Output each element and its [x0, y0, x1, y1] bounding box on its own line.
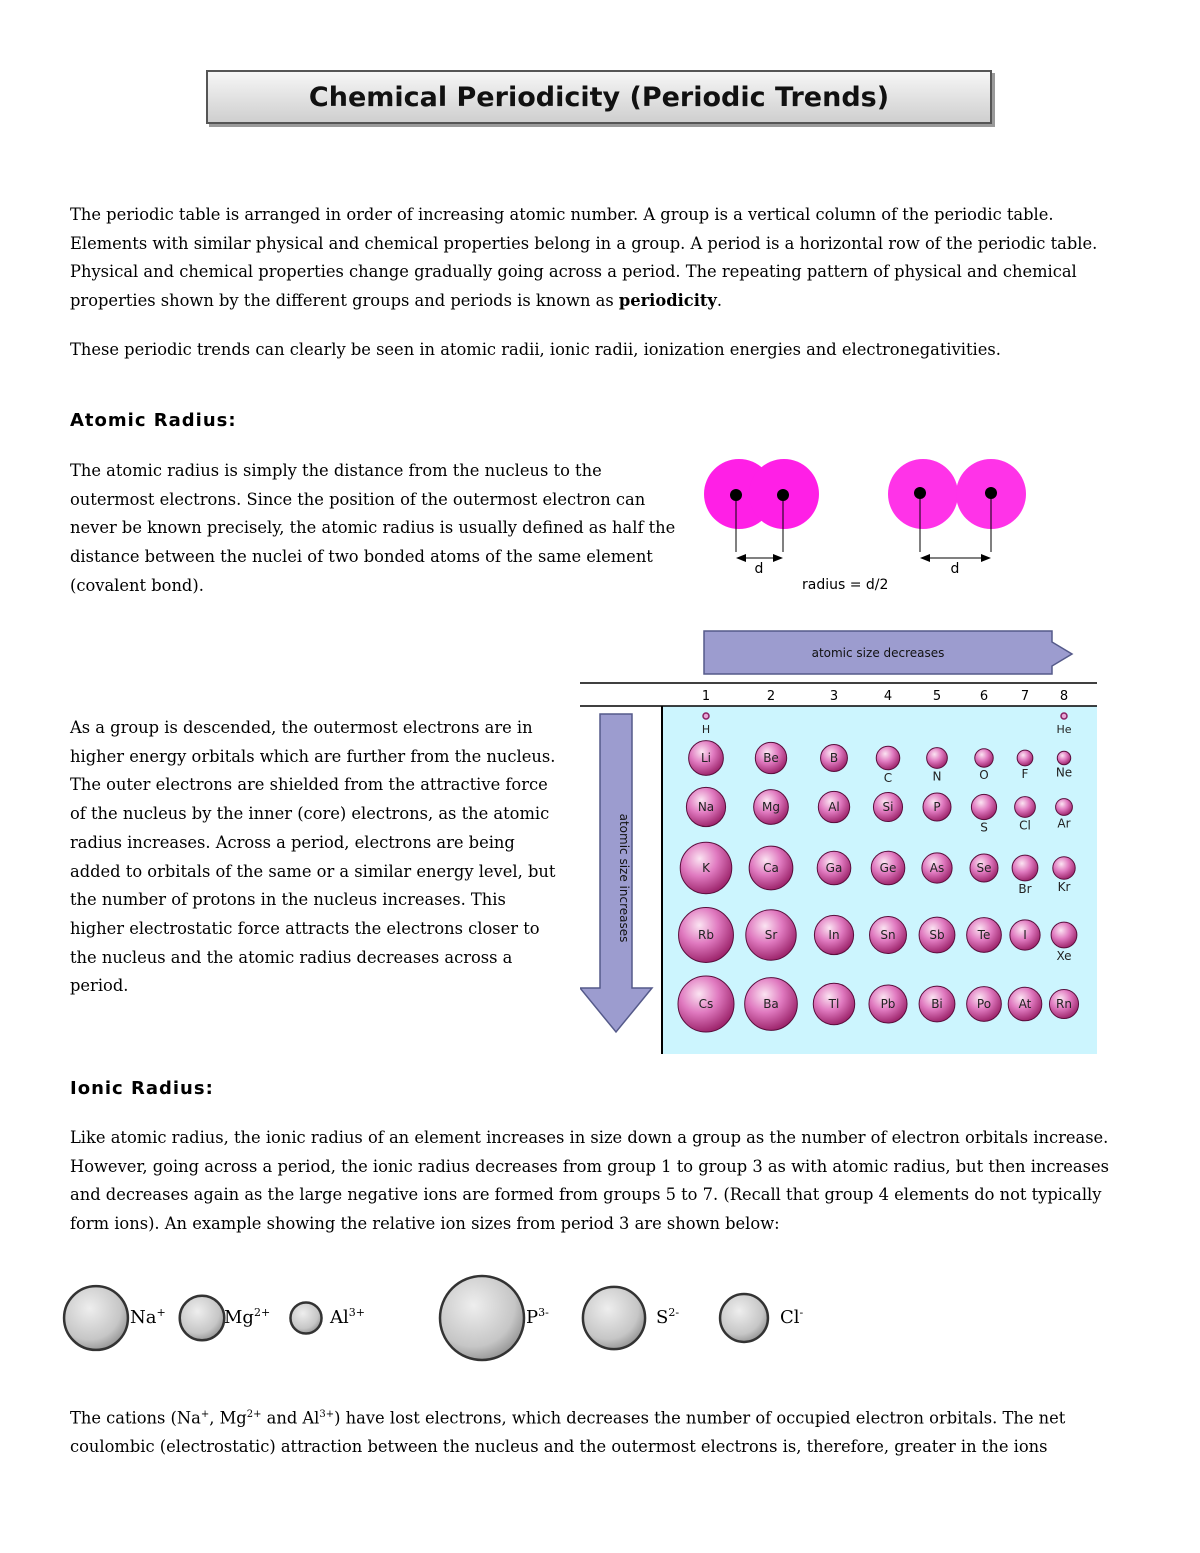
atom-o — [975, 749, 993, 767]
ionic-radius-heading: Ionic Radius: — [70, 1078, 214, 1099]
ion-na — [64, 1286, 128, 1350]
cations-paragraph — [70, 1401, 1134, 1462]
atomic-radius-definition: The atomic radius is simply the distance from the nucleus to the outermost electrons. Since the position of the outermost electron can never be known precisely, the atomic radius is usually defined as half the distance between the nuclei of two bonded atoms of the same element (covalent bond). — [70, 461, 676, 595]
group-label: 2 — [766, 689, 776, 704]
ion-charge: 2+ — [253, 1306, 271, 1319]
ion-p — [440, 1276, 524, 1360]
atom-label: Li — [700, 751, 712, 765]
atom-label: Sb — [929, 928, 945, 942]
ion-al — [290, 1302, 321, 1333]
atom-label: Xe — [1056, 948, 1072, 963]
atom-label: Be — [763, 751, 779, 765]
group-label: 5 — [932, 689, 942, 704]
title-box — [206, 70, 992, 124]
atom-f — [1017, 750, 1033, 766]
cations-text-4: ) have lost electrons, which decreases the number of occupied electron orbitals. The net coulombic (electrostatic) attraction between the nucleus and the outermost electrons is, therefore, greater in the ions — [70, 1408, 1066, 1457]
al-charge: 3+ — [319, 1409, 335, 1420]
ion-symbol: Na — [130, 1307, 157, 1328]
atom-label: He — [1056, 723, 1072, 736]
atom-s — [971, 794, 996, 819]
atom-label: At — [1018, 997, 1032, 1011]
ion-symbol: Cl — [780, 1307, 800, 1328]
atom-label: Te — [977, 928, 991, 942]
ion-label-na — [130, 1306, 166, 1328]
atom-h — [703, 713, 709, 719]
cations-text-1: The cations (Na — [70, 1408, 201, 1428]
ion-label-p — [526, 1306, 549, 1328]
ion-label-mg — [224, 1306, 270, 1328]
arrow-across-label: atomic size decreases — [811, 646, 945, 660]
ion-symbol: Mg — [224, 1307, 254, 1328]
atom-label: Sn — [880, 928, 896, 942]
trends-paragraph: These periodic trends can clearly be seen in atomic radii, ionic radii, ionization energies and electronegativities. — [70, 340, 1001, 359]
ion-charge: + — [156, 1306, 166, 1319]
ion-cl — [720, 1294, 768, 1342]
intro-paragraph — [70, 201, 1130, 316]
atom-label: H — [701, 723, 711, 736]
atom-label: F — [1021, 766, 1029, 781]
atom-label: Po — [976, 997, 992, 1011]
na-charge: + — [200, 1409, 210, 1420]
atom-label: Bi — [931, 997, 943, 1011]
group-trend-paragraph: As a group is descended, the outermost electrons are in higher energy orbitals which are further from the nucleus. The outer electrons are shielded from the attractive force of the nucleus by the inner (core) electrons, as the atomic radius increases. Across a period, electrons are being added to orbitals of the same or a similar energy level, but the number of protons in the nucleus increases. This higher electrostatic force attracts the electrons closer to the nucleus and the atomic radius decreases across a period. — [70, 718, 556, 996]
atom-label: K — [702, 861, 710, 875]
atom-label: Rb — [698, 928, 714, 942]
atom-label: Sr — [764, 928, 778, 942]
cations-text-3: and Al — [261, 1408, 320, 1428]
atom-label: Mg — [762, 800, 780, 814]
d-label-right: d — [950, 561, 960, 577]
atom-label: Pb — [880, 997, 896, 1011]
ion-mg — [180, 1296, 225, 1341]
atom-c — [876, 746, 900, 770]
radius-formula: radius = d/2 — [802, 577, 889, 593]
atom-label: S — [980, 820, 988, 835]
atom-label: I — [1023, 928, 1027, 942]
ion-symbol: P — [526, 1307, 539, 1328]
atom-label: Si — [882, 800, 894, 814]
page-title: Chemical Periodicity (Periodic Trends) — [308, 81, 890, 113]
atom-label: Tl — [828, 997, 840, 1011]
intro-period: . — [716, 291, 723, 311]
arrow-down-label: atomic size increases — [617, 813, 631, 943]
mg-charge: 2+ — [246, 1409, 262, 1420]
ion-label-cl — [780, 1306, 803, 1328]
ion-symbol: Al — [330, 1307, 349, 1328]
radius-diagram — [695, 448, 1040, 593]
ion-label-al — [330, 1306, 365, 1328]
group-label: 7 — [1020, 689, 1030, 704]
atom-label: Rn — [1056, 997, 1072, 1011]
atom-label: B — [829, 751, 839, 765]
atom-kr — [1053, 857, 1075, 879]
ion-symbol: S — [656, 1307, 669, 1328]
cations-text-2: , Mg — [209, 1408, 247, 1428]
ion-charge: - — [799, 1306, 804, 1319]
atom-n — [927, 748, 948, 769]
group-label: 8 — [1059, 689, 1069, 704]
ion-charge: 3+ — [348, 1306, 365, 1319]
atom-label: Cs — [698, 997, 714, 1011]
atom-label: Se — [976, 861, 992, 875]
atom-label: Al — [828, 800, 840, 814]
group-label: 6 — [979, 689, 989, 704]
ion-s — [583, 1287, 645, 1349]
atomic-radius-heading: Atomic Radius: — [70, 410, 237, 431]
intro-text: The periodic table is arranged in order of increasing atomic number. A group is a vertical column of the periodic table. Elements with similar physical and chemical properties belong in a group. A period is a horizontal row of the periodic table. Physical and chemical properties change gradually going across a period. The repeating pattern of physical and chemical properties shown by the different groups and periods is known as — [70, 205, 1098, 311]
atom-label: As — [929, 861, 945, 875]
ion-charge: 2- — [668, 1306, 680, 1319]
ion-label-s — [656, 1306, 679, 1328]
group-label: 4 — [883, 689, 893, 704]
atom-xe — [1051, 922, 1077, 948]
periodicity-term: periodicity — [618, 291, 717, 311]
atom-ne — [1057, 751, 1070, 764]
atom-label: O — [979, 768, 989, 783]
atom-label: Ga — [825, 861, 843, 875]
ion-size-diagram — [60, 1266, 820, 1386]
ionic-radius-paragraph: Like atomic radius, the ionic radius of an element increases in size down a group as the number of electron orbitals increase. However, going across a period, the ionic radius decreases from group 1 to group 3 as with atomic radius, but then increases and decreases again as the large negative ions are formed from groups 5 to 7. (Recall that group 4 elements do not typically form ions). An example showing the relative ion sizes from period 3 are shown below: — [70, 1128, 1109, 1234]
group-label: 3 — [829, 689, 839, 704]
atom-label: Ge — [879, 861, 897, 875]
atom-label: Br — [1018, 881, 1032, 896]
atom-label: Kr — [1057, 880, 1071, 895]
atom-br — [1012, 855, 1038, 881]
atom-label: Na — [697, 800, 715, 814]
atom-label: In — [828, 928, 840, 942]
atom-ar — [1056, 799, 1073, 816]
atom-label: N — [932, 769, 942, 784]
atom-label: Ar — [1057, 816, 1071, 831]
atom-label: Ca — [763, 861, 779, 875]
d-label-left: d — [754, 561, 764, 577]
group-label: 1 — [701, 689, 711, 704]
atom-label: C — [883, 770, 893, 785]
atomic-size-trend-chart — [580, 626, 1100, 1056]
atom-label: Ba — [763, 997, 779, 1011]
atom-label: P — [933, 800, 941, 814]
atom-he — [1061, 713, 1067, 719]
atom-label: Cl — [1019, 818, 1031, 833]
atom-label: Ne — [1055, 765, 1073, 780]
ion-charge: 3- — [538, 1306, 549, 1319]
atom-cl — [1015, 797, 1036, 818]
